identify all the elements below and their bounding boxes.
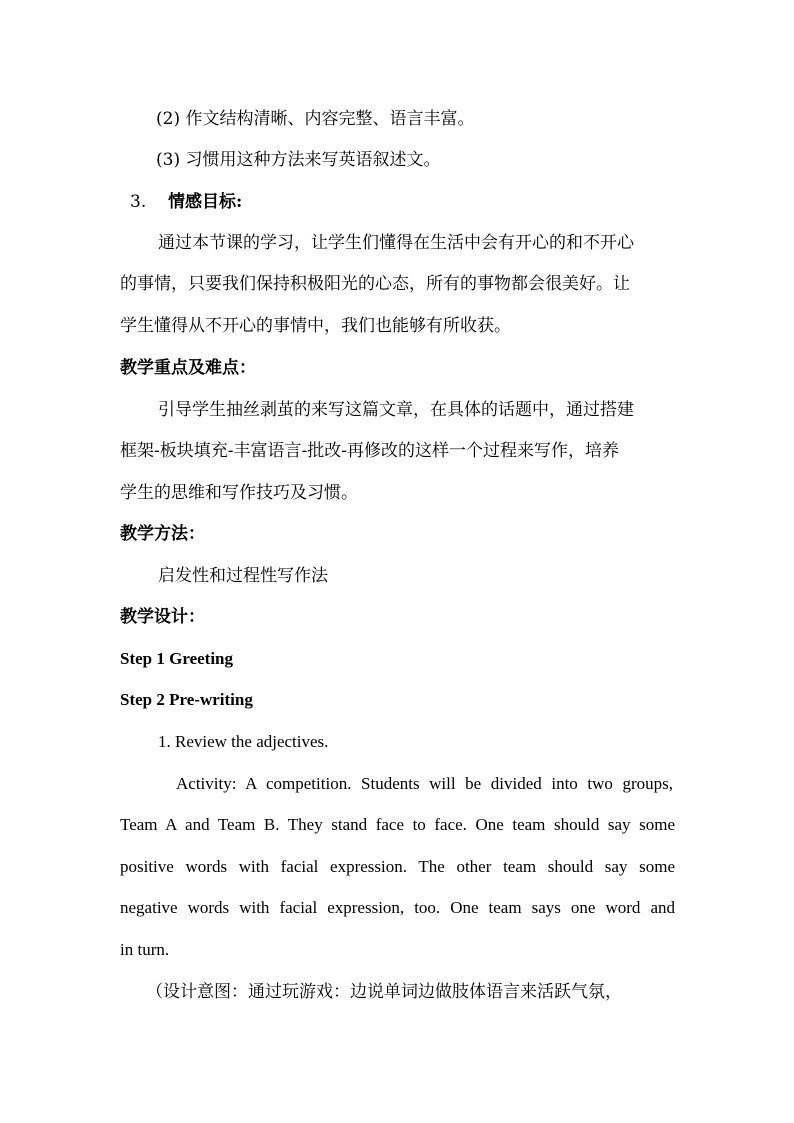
method-text: 启发性和过程性写作法 [158, 566, 328, 586]
activity-line-2: Team A and Team B. They stand face to face. One team should say some [120, 815, 675, 834]
activity-line-5: in turn. [120, 940, 170, 959]
objective-item-3: (3) 习惯用这种方法来写英语叙述文。 [156, 150, 441, 170]
activity-line-3: positive words with facial expression. The other team should say some [120, 857, 675, 876]
emotion-goal-number: 3. [130, 192, 147, 212]
key-points-line-3: 学生的思维和写作技巧及习惯。 [120, 483, 358, 503]
key-points-heading: 教学重点及难点： [120, 358, 256, 378]
objective-item-2: (2) 作文结构清晰、内容完整、语言丰富。 [156, 109, 475, 129]
activity-line-1: Activity: A competition. Students will be divided into two groups, [176, 774, 673, 793]
emotion-goal-line-1: 通过本节课的学习，让学生们懂得在生活中会有开心的和不开心 [158, 233, 634, 253]
activity-line-4: negative words with facial expression, too. One team says one word and [120, 898, 675, 917]
method-heading: 教学方法： [120, 524, 205, 544]
emotion-goal-heading: 情感目标: [168, 192, 243, 212]
step-2-heading: Step 2 Pre-writing [120, 690, 253, 709]
key-points-line-1: 引导学生抽丝剥茧的来写这篇文章，在具体的话题中，通过搭建 [158, 400, 634, 420]
design-heading: 教学设计： [120, 607, 205, 627]
step-1-heading: Step 1 Greeting [120, 649, 234, 668]
design-intent: （设计意图：通过玩游戏：边说单词边做肢体语言来活跃气氛， [146, 982, 622, 1002]
review-item: 1. Review the adjectives. [158, 732, 329, 751]
emotion-goal-line-3: 学生懂得从不开心的事情中，我们也能够有所收获。 [120, 316, 511, 336]
emotion-goal-line-2: 的事情，只要我们保持积极阳光的心态，所有的事物都会很美好。让 [120, 274, 630, 294]
key-points-line-2: 框架-板块填充-丰富语言-批改-再修改的这样一个过程来写作，培养 [120, 441, 619, 461]
